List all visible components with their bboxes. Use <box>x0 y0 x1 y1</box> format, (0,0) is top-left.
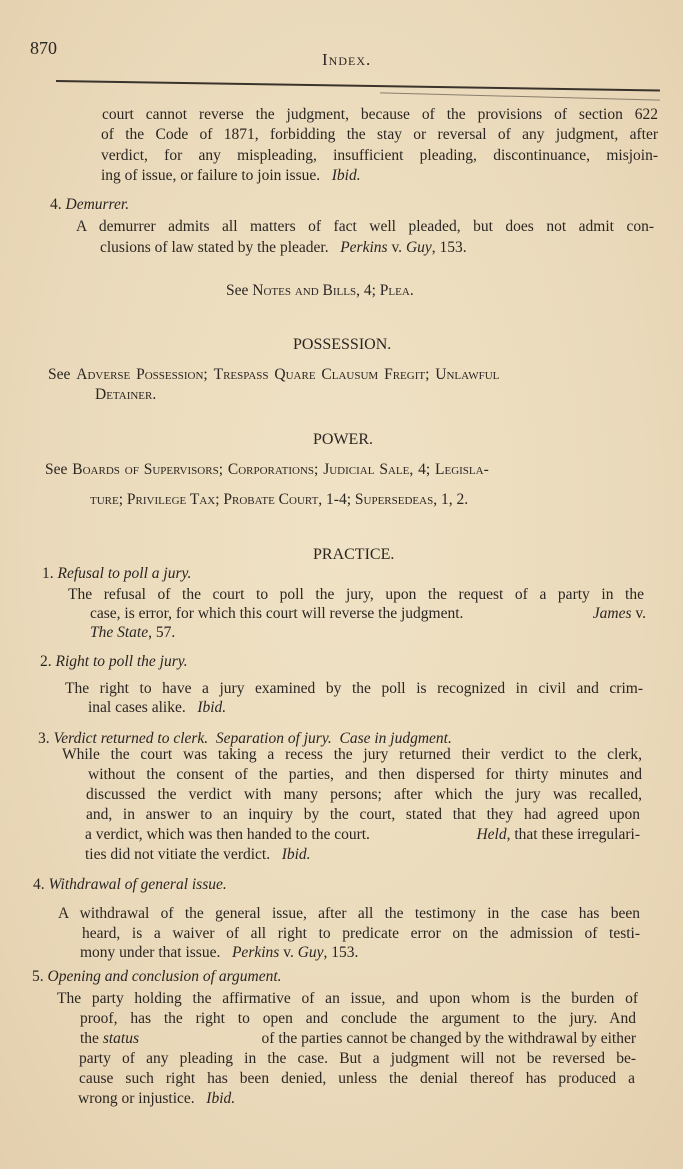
text: of the parties cannot be changed by the withdrawal by either <box>261 1030 636 1047</box>
reference-link: Probate Court <box>223 491 319 508</box>
cross-reference-cont <box>95 386 156 404</box>
text: , 1-4; <box>318 491 355 508</box>
text-line <box>78 1090 235 1108</box>
text: , 153. <box>323 944 359 961</box>
text: wrong or injustice. <box>78 1090 195 1107</box>
item-title: Refusal to poll a jury. <box>57 565 192 582</box>
header-rule <box>56 80 660 91</box>
text-line <box>80 1030 636 1048</box>
text-line: court cannot reverse the judgment, because of the provisions of section 622 <box>102 106 658 123</box>
emphasis: status <box>102 1030 139 1047</box>
text: inal cases alike. <box>88 699 186 716</box>
text: . <box>152 386 157 403</box>
reference-link: Legisla- <box>435 461 489 478</box>
section-heading <box>32 968 282 986</box>
text: ; <box>218 461 228 478</box>
text-line: without the consent of the parties, and then dispersed for thirty minutes and <box>88 766 642 783</box>
text-line: and, in answer to an inquiry by the court, stated that they had agreed upon <box>86 806 640 823</box>
text: ; <box>118 491 127 508</box>
text-line: proof, has the right to open and conclude the argument to the jury. And <box>80 1010 636 1027</box>
citation: Guy <box>297 944 324 961</box>
text-line <box>88 699 226 717</box>
reference-link: Plea <box>379 282 410 299</box>
text-line <box>90 624 175 642</box>
item-title: Verdict returned to clerk. Separation of jury. Case in judgment. <box>53 730 452 747</box>
citation: The State <box>90 624 149 641</box>
text-line: heard, is a waiver of all right to predicate error on the admission of testi- <box>82 925 640 942</box>
running-title: Index. <box>322 50 372 69</box>
citation: Perkins <box>340 239 388 256</box>
text: See <box>48 366 77 383</box>
text: the <box>80 1030 103 1047</box>
text: , 4; <box>409 461 436 478</box>
text-line <box>85 846 311 864</box>
item-number: 1. <box>42 565 54 582</box>
heading-practice: PRACTICE. <box>313 546 395 563</box>
text-line: discussed the verdict with many persons; after which the jury was recalled, <box>86 786 642 803</box>
text: , 57. <box>148 624 176 641</box>
item-number: 3. <box>38 730 50 747</box>
text-line: The party holding the affirmative of an issue, and upon whom is the burden of <box>57 990 638 1007</box>
item-title: Opening and conclusion of argument. <box>47 968 282 985</box>
reference-link: Adverse Possession <box>76 366 204 383</box>
text-line <box>80 944 358 962</box>
text: case, is error, for which this court will reverse the judgment. <box>90 605 464 622</box>
citation: Ibid. <box>197 699 227 716</box>
text: ; <box>314 461 324 478</box>
text-line <box>100 239 467 257</box>
text-line: While the court was taking a recess the jury returned their verdict to the clerk, <box>62 746 642 763</box>
section-heading <box>40 653 188 671</box>
reference-link: Notes and Bills <box>252 282 357 299</box>
citation: Ibid. <box>206 1090 236 1107</box>
citation: Perkins <box>231 944 280 961</box>
text: v. <box>631 605 646 622</box>
citation: James <box>592 605 632 622</box>
item-number: 4. <box>33 876 45 893</box>
text-line: A demurrer admits all matters of fact well pleaded, but does not admit con- <box>76 218 654 235</box>
text-line: A withdrawal of the general issue, after all the testimony in the case has been <box>58 905 640 922</box>
reference-link: Judicial Sale <box>323 461 410 478</box>
text-line <box>85 826 640 844</box>
text: ; <box>203 366 214 383</box>
text: ; <box>215 491 224 508</box>
cross-reference-cont <box>90 491 468 509</box>
text: ties did not vitiate the verdict. <box>85 846 271 863</box>
section-heading <box>42 565 191 583</box>
text: See <box>45 461 73 478</box>
item-number: 4. <box>50 196 62 213</box>
item-title: Right to poll the jury. <box>55 653 188 670</box>
text: mony under that issue. <box>80 944 221 961</box>
text-line: The refusal of the court to poll the jury, upon the request of a party in the <box>68 586 644 603</box>
text: ; <box>425 366 436 383</box>
text-line: party of any pleading in the case. But a judgment will not be reversed be- <box>79 1050 636 1067</box>
text: v. <box>387 239 406 256</box>
reference-link: Corporations <box>227 461 315 478</box>
heading-power: POWER. <box>313 431 373 448</box>
citation: Ibid. <box>331 167 361 184</box>
text: . <box>409 282 414 299</box>
section-heading <box>50 196 129 214</box>
cross-reference <box>45 461 489 479</box>
item-title: Withdrawal of general issue. <box>48 876 227 893</box>
reference-link: Supersedeas <box>354 491 434 508</box>
page-number: 870 <box>30 38 57 58</box>
text: See <box>226 282 253 299</box>
text-line: of the Code of 1871, forbidding the stay or reversal of any judgment, after <box>101 126 658 143</box>
cross-reference <box>226 282 414 300</box>
text: a verdict, which was then handed to the court. <box>85 826 370 843</box>
text-line: The right to have a jury examined by the poll is recognized in civil and crim- <box>65 680 643 697</box>
text-line <box>101 167 361 185</box>
reference-link: Trespass Quare Clausum Fregit <box>213 366 426 383</box>
text: , that these irregulari- <box>506 826 640 843</box>
text: v. <box>279 944 298 961</box>
section-heading <box>33 876 227 894</box>
text: , 153. <box>431 239 467 256</box>
header-rule-faint <box>380 92 660 100</box>
heading-possession: POSSESSION. <box>293 336 392 353</box>
reference-link: ture <box>90 491 119 508</box>
emphasis: Held <box>476 826 507 843</box>
text: clusions of law stated by the pleader. <box>100 239 329 256</box>
cross-reference <box>48 366 499 384</box>
reference-link: Boards of Supervisors <box>72 461 219 478</box>
item-number: 5. <box>32 968 44 985</box>
reference-link: Unlawful <box>435 366 500 383</box>
reference-link: Privilege Tax <box>126 491 216 508</box>
reference-link: Detainer <box>95 386 153 403</box>
citation: Ibid. <box>281 846 311 863</box>
text: , 4; <box>356 282 380 299</box>
item-title: Demurrer. <box>65 196 130 213</box>
text-line: verdict, for any mispleading, insufficient pleading, discontinuance, misjoin- <box>101 147 658 164</box>
text: ing of issue, or failure to join issue. <box>101 167 321 184</box>
citation: Guy <box>405 239 432 256</box>
text-line: cause such right has been denied, unless the denial thereof has produced a <box>79 1070 635 1087</box>
item-number: 2. <box>40 653 52 670</box>
text: , 1, 2. <box>433 491 469 508</box>
text-line <box>90 605 646 623</box>
